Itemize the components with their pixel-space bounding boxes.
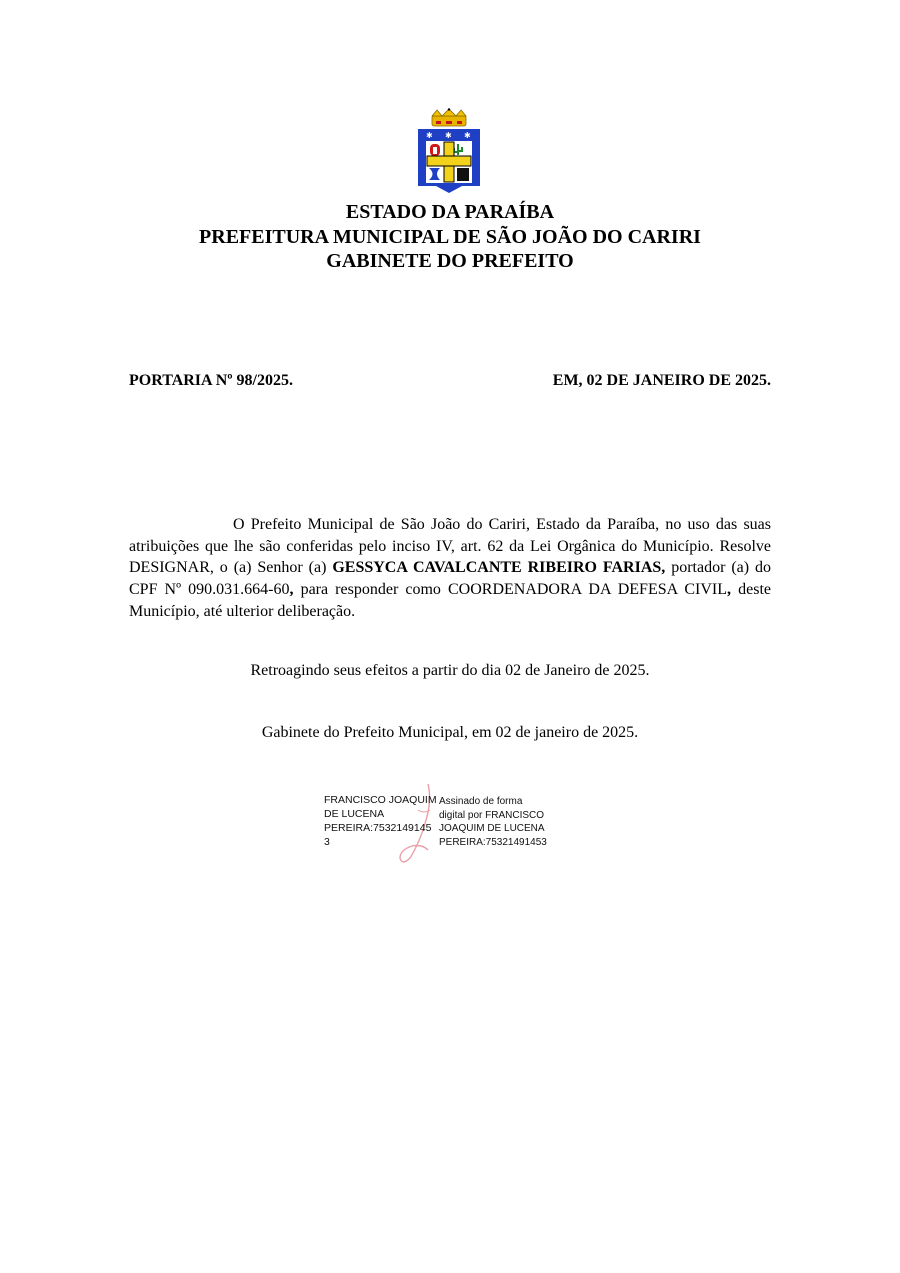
digital-signature-signer <box>324 793 437 849</box>
coat-of-arms-icon <box>416 108 482 194</box>
body-text-3: para responder como COORDENADORA DA DEFESA CIVIL <box>293 581 728 599</box>
signer-line-1: FRANCISCO JOAQUIM <box>324 794 437 806</box>
body-comma-2: , <box>727 581 732 599</box>
document-header <box>0 200 900 274</box>
svg-text:✱: ✱ <box>426 131 433 140</box>
designated-name: GESSYCA CAVALCANTE RIBEIRO FARIAS, <box>332 559 666 577</box>
note-line-1: Assinado de forma <box>439 796 523 807</box>
signer-line-4: 3 <box>324 836 330 848</box>
note-line-3: JOAQUIM DE LUCENA <box>439 823 545 835</box>
body-text-4: deste Município, até ulterior deliberação. <box>129 581 772 620</box>
closing-line: Gabinete do Prefeito Municipal, em 02 de janeiro de 2025. <box>261 724 639 741</box>
retroactive-clause: Retroagindo seus efeitos a partir do dia 02 de Janeiro de 2025. <box>250 662 650 679</box>
svg-text:✱: ✱ <box>464 131 471 140</box>
body-text-2: portador (a) do CPF Nº 090.031.664-60 <box>129 559 771 599</box>
header-office: GABINETE DO PREFEITO <box>326 250 574 272</box>
body-comma: , <box>289 581 294 599</box>
header-prefecture: PREFEITURA MUNICIPAL DE SÃO JOÃO DO CARIRI <box>199 225 701 248</box>
header-state: ESTADO DA PARAÍBA <box>345 201 555 223</box>
portaria-number: PORTARIA Nº 98/2025. <box>129 372 293 389</box>
note-line-4: PEREIRA:75321491453 <box>439 836 547 848</box>
signer-line-3: PEREIRA:7532149145 <box>324 822 432 834</box>
body-text-1: O Prefeito Municipal de São João do Cariri, Estado da Paraíba, no uso das suas atribuições que lhe são conferidas pelo inciso IV, art. 62 da Lei Orgânica do Município. Resolve DESIGNAR, o (a) Senhor (a) <box>129 516 771 577</box>
body-paragraph <box>129 514 771 623</box>
note-line-2: digital por FRANCISCO <box>439 809 545 821</box>
digital-signature-note <box>439 795 547 849</box>
svg-text:✱: ✱ <box>445 131 452 140</box>
portaria-date: EM, 02 DE JANEIRO DE 2025. <box>552 372 771 389</box>
signer-line-2: DE LUCENA <box>324 808 385 820</box>
